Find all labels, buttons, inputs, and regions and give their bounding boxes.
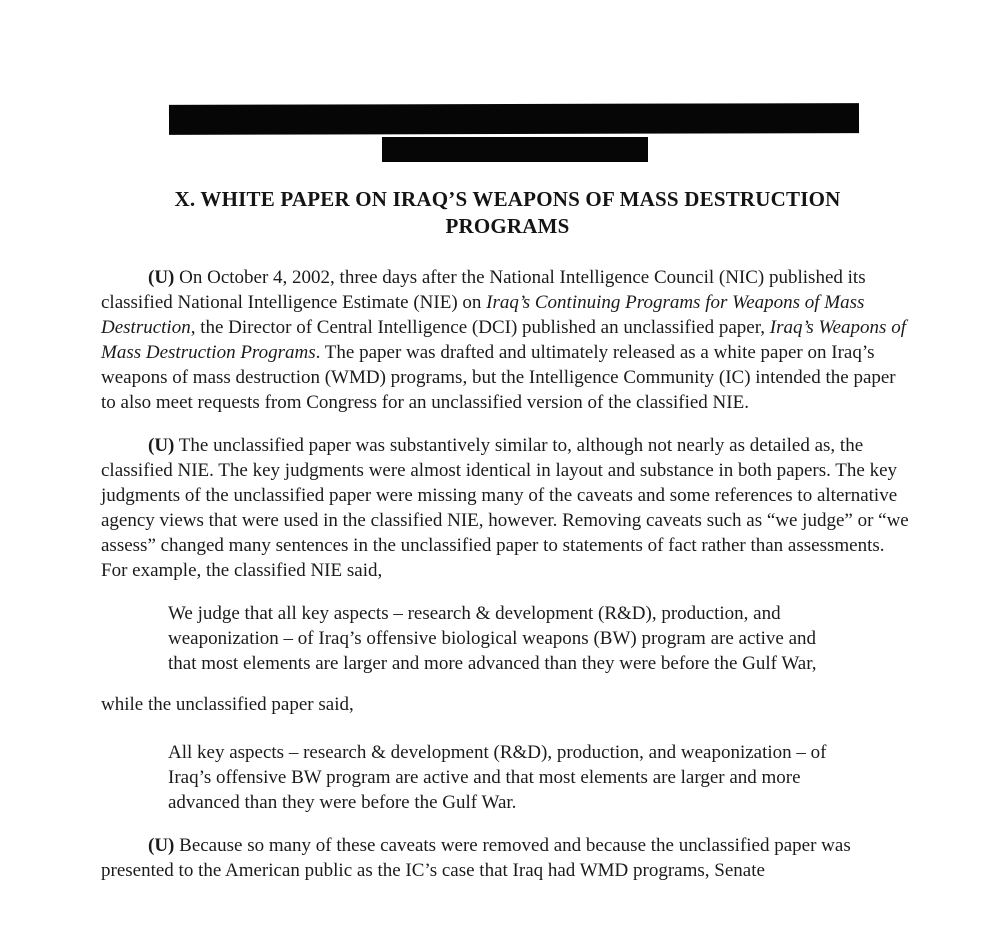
text-run: , the Director of Central Intelligence (DCI) published an unclassified paper, <box>190 317 770 338</box>
classified-nie-quote <box>168 601 840 676</box>
text-run: The unclassified paper was substantively similar to, although not nearly as detailed as, the classified NIE. The key judgments were almost identical in layout and substance in both papers. The key judgments of the unclassified paper were missing many of the caveats and some references to alternative agency views that were used in the classified NIE, however. Removing caveats such as “we judge” or “we assess” changed many sentences in the unclassified paper to statements of fact rather than assessments. For example, the classified NIE said, <box>101 435 909 581</box>
heading-line-1: X. WHITE PAPER ON IRAQ’S WEAPONS OF MASS DESTRUCTION <box>174 187 841 211</box>
nie-title-italic: Iraq’s Continuing Programs for Weapons of Mass Destruction <box>101 292 865 338</box>
classification-marking: (U) <box>148 435 175 456</box>
section-heading <box>101 186 914 240</box>
quote-text: All key aspects – research & development (R&D), production, and weaponization – of Iraq’s offensive BW program are active and that most elements are larger and more advanced than they were before the Gulf War. <box>168 742 827 813</box>
quote-text: We judge that all key aspects – research & development (R&D), production, and weaponization – of Iraq’s offensive biological weapons (BW) program are active and that most elements are larger and more advanced than they were before the Gulf War, <box>168 603 817 674</box>
text-run: . The paper was drafted and ultimately released as a white paper on Iraq’s weapons of mass destruction (WMD) programs, but the Intelligence Community (IC) intended the paper to also meet requests from Congress for an unclassified version of the classified NIE. <box>101 342 896 413</box>
paragraph-conclusion <box>101 833 914 883</box>
paragraph-intro <box>101 265 914 415</box>
paragraph-comparison <box>101 433 914 583</box>
unclassified-paper-quote <box>168 740 840 815</box>
text-run: On October 4, 2002, three days after the National Intelligence Council (NIC) published its classified National Intelligence Estimate (NIE) on <box>101 267 866 313</box>
connector-line <box>101 692 914 717</box>
text-run: Because so many of these caveats were removed and because the unclassified paper was presented to the American public as the IC’s case that Iraq had WMD programs, Senate <box>101 835 851 881</box>
white-paper-title-italic: Iraq’s Weapons of Mass Destruction Programs <box>101 317 906 363</box>
text-run: while the unclassified paper said, <box>101 694 354 715</box>
classification-marking: (U) <box>148 835 175 856</box>
heading-line-2: PROGRAMS <box>445 214 570 238</box>
classification-marking: (U) <box>148 267 175 288</box>
